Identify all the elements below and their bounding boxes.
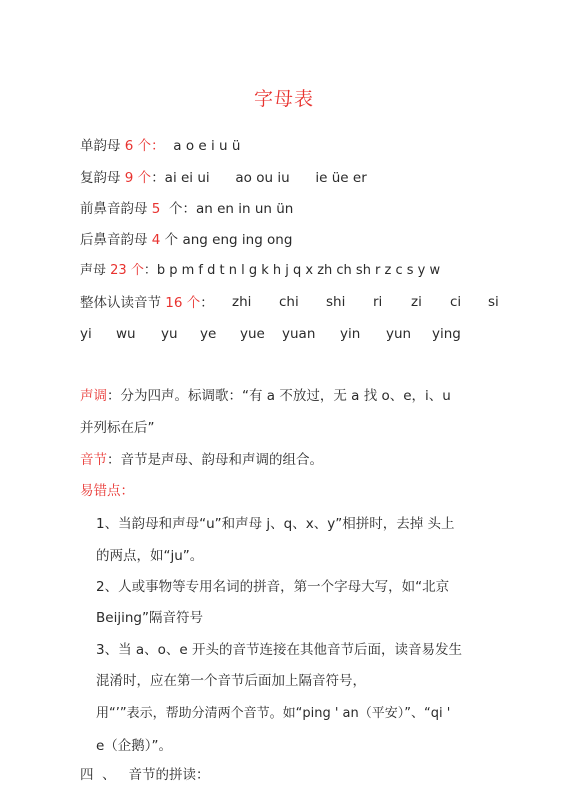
- syllable: chi: [279, 294, 299, 310]
- row-label: 整体认读音节: [80, 295, 166, 311]
- yicuo-p3c: 用“’”表示，帮助分清两个音节。如“ping ' an（平安）”、“qi ': [96, 706, 451, 721]
- row-dan: [80, 137, 240, 155]
- row-sheng: [80, 262, 440, 280]
- row-label: 单韵母: [80, 138, 125, 154]
- row-count: 5: [151, 201, 161, 217]
- syllable: yi: [80, 326, 92, 342]
- syllable: si: [488, 294, 499, 310]
- syllable: yue: [240, 326, 265, 342]
- syllable: yuan: [282, 326, 316, 342]
- page-title: 字母表: [253, 88, 314, 110]
- syllable: zhi: [232, 294, 252, 310]
- shengdiao-text: ：分为四声。标调歌：“有 a 不放过，无 a 找 o、e，i、u: [107, 388, 451, 404]
- row-fu: [80, 169, 367, 187]
- row-label: 前鼻音韵母: [80, 201, 152, 217]
- row-qian: [80, 200, 293, 218]
- syllable: yin: [340, 326, 361, 342]
- row-content: ：b p m f d t n l g k h j q x zh ch sh r z c s y w: [143, 263, 441, 278]
- row-count: 16 个: [165, 295, 201, 311]
- yicuo-p3d: e（企鹅）”。: [96, 738, 173, 754]
- syllable: ying: [432, 326, 461, 342]
- shengdiao-line: [80, 387, 451, 405]
- syllable: zi: [411, 294, 422, 310]
- syllable: ri: [373, 294, 383, 310]
- yinjie-label: 音节: [80, 452, 107, 468]
- section-4-heading: 四 、 音节的拼读：: [80, 767, 210, 783]
- yicuo-p1a: 1、当韵母和声母“u”和声母 j、q、x、y”相拼时，去掉 头上: [96, 516, 455, 532]
- syllable: yu: [161, 326, 178, 342]
- row-content: ：ai ei ui ao ou iu ie üe er: [151, 170, 367, 186]
- yicuo-p1b: 的两点，如“ju”。: [96, 548, 204, 564]
- row-count: 23 个: [110, 263, 144, 278]
- row-hou: [80, 231, 292, 249]
- yicuo-label: 易错点：: [80, 483, 134, 499]
- syllable: shi: [326, 294, 346, 310]
- syllable: ci: [450, 294, 462, 310]
- yicuo-p3b: 混淆时，应在第一个音节后面加上隔音符号，: [96, 673, 366, 689]
- row-zhengti: [80, 294, 214, 312]
- shengdiao-line-2: 并列标在后”: [80, 420, 155, 436]
- row-count: 9 个: [124, 170, 152, 186]
- row-label: 声母: [80, 263, 111, 278]
- row-content: 个：an en in un ün: [160, 201, 294, 217]
- yicuo-p2a: 2、人或事物等专用名词的拼音，第一个字母大写，如“北京: [96, 579, 450, 595]
- row-count: 6 个：: [124, 138, 165, 154]
- syllable: yun: [386, 326, 412, 342]
- row-content: a o e i u ü: [164, 138, 241, 154]
- shengdiao-label: 声调: [80, 388, 107, 404]
- yicuo-p3a: 3、当 a、o、e 开头的音节连接在其他音节后面，读音易发生: [96, 642, 463, 658]
- yinjie-text: ：音节是声母、韵母和声调的组合。: [107, 452, 323, 468]
- syllable: ye: [200, 326, 217, 342]
- yinjie-line: [80, 451, 323, 469]
- row-label: 后鼻音韵母: [80, 232, 152, 248]
- row-label: 复韵母: [80, 170, 125, 186]
- row-count: 4: [151, 232, 161, 248]
- row-content: ：: [200, 295, 214, 311]
- row-content: 个 ang eng ing ong: [160, 232, 293, 248]
- syllable: wu: [116, 326, 136, 342]
- yicuo-p2b: Beijing”隔音符号: [96, 610, 203, 626]
